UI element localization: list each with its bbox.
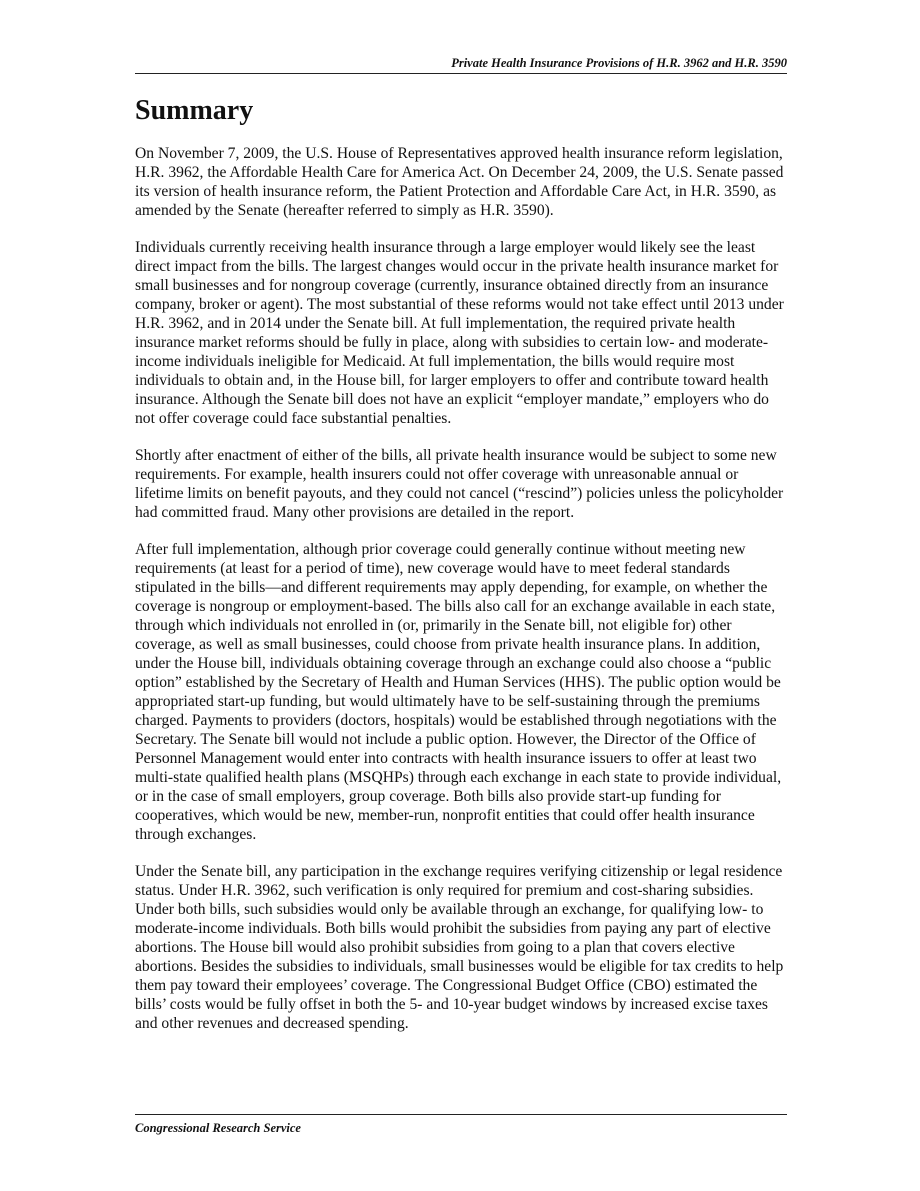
paragraph-4: After full implementation, although prior coverage could generally continue without meeting new requirements (at least for a period of time), new coverage would have to meet federal standards stipulated in the bills—and different requirements may apply depending, for example, on whether the coverage is nongroup or employment-based. The bills also call for an exchange available in each state, through which individuals not enrolled in (or, primarily in the Senate bill, not eligible for) other coverage, as well as small businesses, could choose from private health insurance plans. In addition, under the House bill, individuals obtaining coverage through an exchange could also choose a “public option” established by the Secretary of Health and Human Services (HHS). The public option would be appropriated start-up funding, but would ultimately have to be self-sustaining through the premiums charged. Payments to providers (doctors, hospitals) would be established through negotiations with the Secretary. The Senate bill would not include a public option. However, the Director of the Office of Personnel Management would enter into contracts with health insurance issuers to offer at least two multi-state qualified health plans (MSQHPs) through each exchange in each state to provide individual, or in the case of small employers, group coverage. Both bills also provide start-up funding for cooperatives, which would be new, member-run, nonprofit entities that could offer health insurance through exchanges. [135,541,782,843]
paragraph-1: On November 7, 2009, the U.S. House of Representatives approved health insurance reform legislation, H.R. 3962, the Affordable Health Care for America Act. On December 24, 2009, the U.S. Senate passed its version of health insurance reform, the Patient Protection and Affordable Care Act, in H.R. 3590, as amended by the Senate (hereafter referred to simply as H.R. 3590). [135,145,784,219]
document-page [135,0,787,1191]
summary-body [135,144,787,1051]
paragraph-5: Under the Senate bill, any participation in the exchange requires verifying citizenship or legal residence status. Under H.R. 3962, such verification is only required for premium and cost-sharing subsidies. Under both bills, such subsidies would only be available through an exchange, for qualifying low- to moderate-income individuals. Both bills would prohibit the subsidies from paying any part of elective abortions. The House bill would also prohibit subsidies from going to a plan that covers elective abortions. Besides the subsidies to individuals, small businesses would be eligible for tax credits to help them pay toward their employees’ coverage. The Congressional Budget Office (CBO) estimated the bills’ costs would be fully offset in both the 5- and 10-year budget windows by increased excise taxes and other revenues and decreased spending. [135,863,784,1032]
section-title: Summary [135,95,254,126]
running-footer: Congressional Research Service [135,1121,301,1135]
paragraph-2: Individuals currently receiving health insurance through a large employer would likely see the least direct impact from the bills. The largest changes would occur in the private health insurance market for small businesses and for nongroup coverage (currently, insurance obtained directly from an insurance company, broker or agent). The most substantial of these reforms would not take effect until 2013 under H.R. 3962, and in 2014 under the Senate bill. At full implementation, the required private health insurance market reforms should be fully in place, along with subsidies to certain low- and moderate-income individuals ineligible for Medicaid. At full implementation, the bills would require most individuals to obtain and, in the House bill, for larger employers to offer and contribute toward health insurance. Although the Senate bill does not have an explicit “employer mandate,” employers who do not offer coverage could face substantial penalties. [135,239,784,427]
header-divider [135,73,787,74]
running-header: Private Health Insurance Provisions of H.R. 3962 and H.R. 3590 [451,56,787,70]
footer-divider [135,1114,787,1115]
paragraph-3: Shortly after enactment of either of the bills, all private health insurance would be subject to some new requirements. For example, health insurers could not offer coverage with unreasonable annual or lifetime limits on benefit payouts, and they could not cancel (“rescind”) policies unless the policyholder had committed fraud. Many other provisions are detailed in the report. [135,447,784,521]
